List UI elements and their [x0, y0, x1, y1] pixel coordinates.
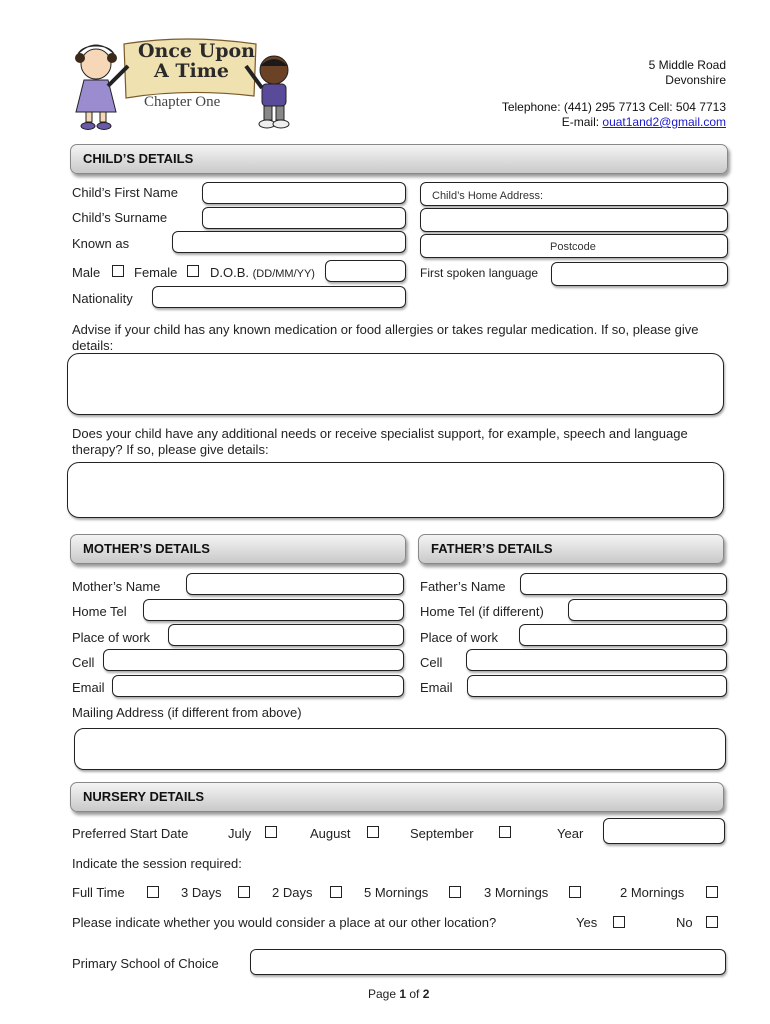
no-label: No: [676, 915, 693, 930]
july-label: July: [228, 826, 252, 841]
email-link[interactable]: ouat1and2@gmail.com: [602, 115, 726, 129]
primary-school-field[interactable]: [250, 949, 726, 975]
primary-school-label: Primary School of Choice: [72, 956, 219, 971]
child-surname-field[interactable]: [202, 207, 406, 229]
dob-format: (DD/MM/YY): [252, 268, 315, 280]
telephone: Telephone: (441) 295 7713 Cell: 504 7713: [501, 100, 726, 114]
email-line: [562, 115, 726, 130]
logo-subtitle: Chapter One: [144, 94, 221, 110]
fathers-details-header: FATHER’S DETAILS: [418, 534, 724, 564]
child-first-name-field[interactable]: [202, 182, 406, 204]
three-mornings-checkbox[interactable]: [569, 886, 581, 898]
additional-needs-question: Does your child have any additional needs or receive specialist support, for example, speech and language therapy? If so, please give details:: [72, 426, 688, 457]
father-email-label: Email: [420, 680, 453, 695]
first-language-field[interactable]: [551, 262, 728, 286]
address-line-1: 5 Middle Road: [648, 58, 726, 72]
mother-work-field[interactable]: [168, 624, 404, 646]
page-number: [368, 987, 429, 1001]
september-checkbox[interactable]: [499, 826, 511, 838]
allergies-question: Advise if your child has any known medication or food allergies or takes regular medication. If so, please give details:: [72, 322, 699, 353]
logo-title-line2: A Time: [154, 60, 229, 82]
five-mornings-checkbox[interactable]: [449, 886, 461, 898]
father-home-tel-field[interactable]: [568, 599, 727, 621]
female-checkbox[interactable]: [187, 265, 199, 277]
page-current: 1: [399, 987, 407, 1001]
august-label: August: [310, 826, 351, 841]
first-language-label: First spoken language: [420, 266, 539, 280]
father-cell-label: Cell: [420, 655, 443, 670]
dob-field[interactable]: [325, 260, 406, 282]
father-work-label: Place of work: [420, 630, 499, 645]
page-of: of: [406, 987, 423, 1001]
no-checkbox[interactable]: [706, 916, 718, 928]
full-time-label: Full Time: [72, 885, 125, 900]
male-checkbox[interactable]: [112, 265, 124, 277]
mother-email-label: Email: [72, 680, 105, 695]
father-name-field[interactable]: [520, 573, 727, 595]
address-line-2: Devonshire: [665, 73, 726, 87]
other-location-question: Please indicate whether you would consider a place at our other location?: [72, 915, 497, 930]
mother-home-tel-label: Home Tel: [72, 604, 127, 619]
yes-checkbox[interactable]: [613, 916, 625, 928]
nationality-label: Nationality: [72, 291, 133, 306]
mailing-address-label: Mailing Address (if different from above): [72, 705, 302, 720]
home-address-line-2[interactable]: [420, 208, 728, 232]
child-surname-label: Child’s Surname: [72, 210, 168, 225]
dob-text: D.O.B.: [210, 265, 250, 280]
female-label: Female: [134, 265, 178, 280]
additional-needs-field[interactable]: [67, 462, 724, 518]
yes-label: Yes: [576, 915, 598, 930]
three-days-label: 3 Days: [181, 885, 222, 900]
male-label: Male: [72, 265, 101, 280]
nationality-field[interactable]: [152, 286, 406, 308]
dob-label: [210, 265, 315, 280]
september-label: September: [410, 826, 474, 841]
two-days-label: 2 Days: [272, 885, 313, 900]
two-mornings-checkbox[interactable]: [706, 886, 718, 898]
mother-name-label: Mother’s Name: [72, 579, 161, 594]
full-time-checkbox[interactable]: [147, 886, 159, 898]
postcode-label: Postcode: [550, 241, 596, 253]
father-name-label: Father’s Name: [420, 579, 506, 594]
father-email-field[interactable]: [467, 675, 727, 697]
mother-work-label: Place of work: [72, 630, 151, 645]
known-as-label: Known as: [72, 236, 130, 251]
nursery-details-header: NURSERY DETAILS: [70, 782, 724, 812]
mailing-address-field[interactable]: [74, 728, 726, 770]
home-address-label: Child’s Home Address:: [432, 190, 544, 202]
father-home-tel-label: Home Tel (if different): [420, 604, 544, 619]
year-field[interactable]: [603, 818, 725, 844]
july-checkbox[interactable]: [265, 826, 277, 838]
mother-email-field[interactable]: [112, 675, 404, 697]
father-work-field[interactable]: [519, 624, 727, 646]
mother-home-tel-field[interactable]: [143, 599, 404, 621]
known-as-field[interactable]: [172, 231, 406, 253]
mother-cell-label: Cell: [72, 655, 95, 670]
five-mornings-label: 5 Mornings: [364, 885, 429, 900]
page-total: 2: [422, 987, 430, 1001]
email-prefix: E-mail:: [561, 115, 603, 129]
mothers-details-header: MOTHER’S DETAILS: [70, 534, 406, 564]
child-first-name-label: Child’s First Name: [72, 185, 178, 200]
mother-cell-field[interactable]: [103, 649, 404, 671]
start-date-label: Preferred Start Date: [72, 826, 189, 841]
year-label: Year: [557, 826, 584, 841]
three-days-checkbox[interactable]: [238, 886, 250, 898]
two-mornings-label: 2 Mornings: [620, 885, 685, 900]
allergies-field[interactable]: [67, 353, 724, 415]
three-mornings-label: 3 Mornings: [484, 885, 549, 900]
mother-name-field[interactable]: [186, 573, 404, 595]
father-cell-field[interactable]: [466, 649, 727, 671]
august-checkbox[interactable]: [367, 826, 379, 838]
two-days-checkbox[interactable]: [330, 886, 342, 898]
logo-title-line1: Once Upon: [138, 40, 255, 62]
logo: [66, 36, 304, 132]
session-question: Indicate the session required:: [72, 856, 242, 871]
childs-details-header: CHILD’S DETAILS: [70, 144, 728, 174]
page-prefix: Page: [368, 987, 400, 1001]
